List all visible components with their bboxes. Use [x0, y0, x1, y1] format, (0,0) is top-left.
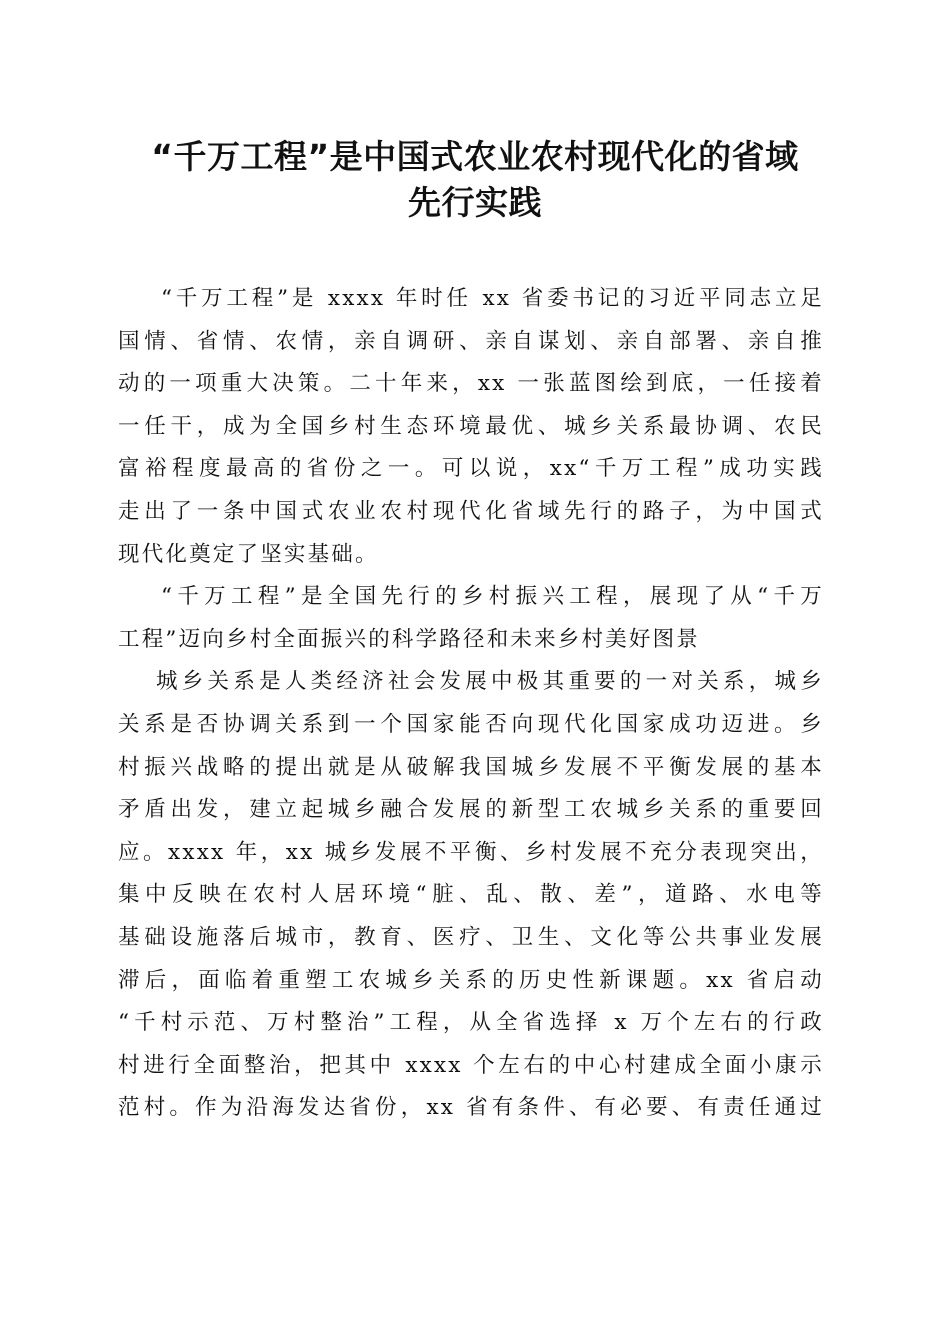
text-line: 现代化奠定了坚实基础。	[118, 541, 379, 567]
paragraph-2	[118, 576, 824, 661]
text-line: 村振兴战略的提出就是从破解我国城乡发展不平衡发展的基本	[118, 754, 824, 780]
text-line: 关系是否协调关系到一个国家能否向现代化国家成功迈进。乡	[118, 711, 824, 737]
text-line: “千万工程”是全国先行的乡村振兴工程，展现了从“千万	[161, 584, 824, 610]
text-line: 范村。作为沿海发达省份，xx 省有条件、有必要、有责任通过	[118, 1095, 824, 1121]
text-line: 国情、省情、农情，亲自调研、亲自谋划、亲自部署、亲自推	[118, 328, 824, 354]
title-line: “千万工程”是中国式农业农村现代化的省域	[151, 137, 799, 176]
text-line: “千万工程”是 xxxx 年时任 xx 省委书记的习近平同志立足	[161, 286, 824, 311]
text-line: 富裕程度最高的省份之一。可以说，xx“千万工程”成功实践	[118, 456, 824, 482]
document-body	[118, 278, 824, 1130]
title-line: 先行实践	[408, 183, 542, 222]
text-line: 矛盾出发，建立起城乡融合发展的新型工农城乡关系的重要回	[118, 797, 824, 823]
text-line: 村进行全面整治，把其中 xxxx 个左右的中心村建成全面小康示	[118, 1052, 824, 1078]
text-line: 集中反映在农村人居环境“脏、乱、散、差”，道路、水电等	[118, 882, 824, 908]
text-line: 一任干，成为全国乡村生态环境最优、城乡关系最协调、农民	[118, 413, 824, 439]
text-line: 工程”迈向乡村全面振兴的科学路径和未来乡村美好图景	[118, 626, 700, 652]
text-line: 动的一项重大决策。二十年来，xx 一张蓝图绘到底，一任接着	[118, 371, 824, 397]
paragraph-1	[118, 278, 824, 576]
text-line: 走出了一条中国式农业农村现代化省域先行的路子，为中国式	[118, 498, 824, 524]
text-line: 滞后，面临着重塑工农城乡关系的历史性新课题。xx 省启动	[118, 967, 824, 993]
document-title	[118, 134, 832, 226]
text-line: 城乡关系是人类经济社会发展中极其重要的一对关系，城乡	[156, 669, 824, 695]
text-line: 应。xxxx 年，xx 城乡发展不平衡、乡村发展不充分表现突出，	[118, 839, 824, 865]
text-line: “千村示范、万村整治”工程，从全省选择 x 万个左右的行政	[118, 1010, 824, 1036]
text-line: 基础设施落后城市，教育、医疗、卫生、文化等公共事业发展	[118, 924, 824, 950]
paragraph-3	[118, 661, 824, 1130]
